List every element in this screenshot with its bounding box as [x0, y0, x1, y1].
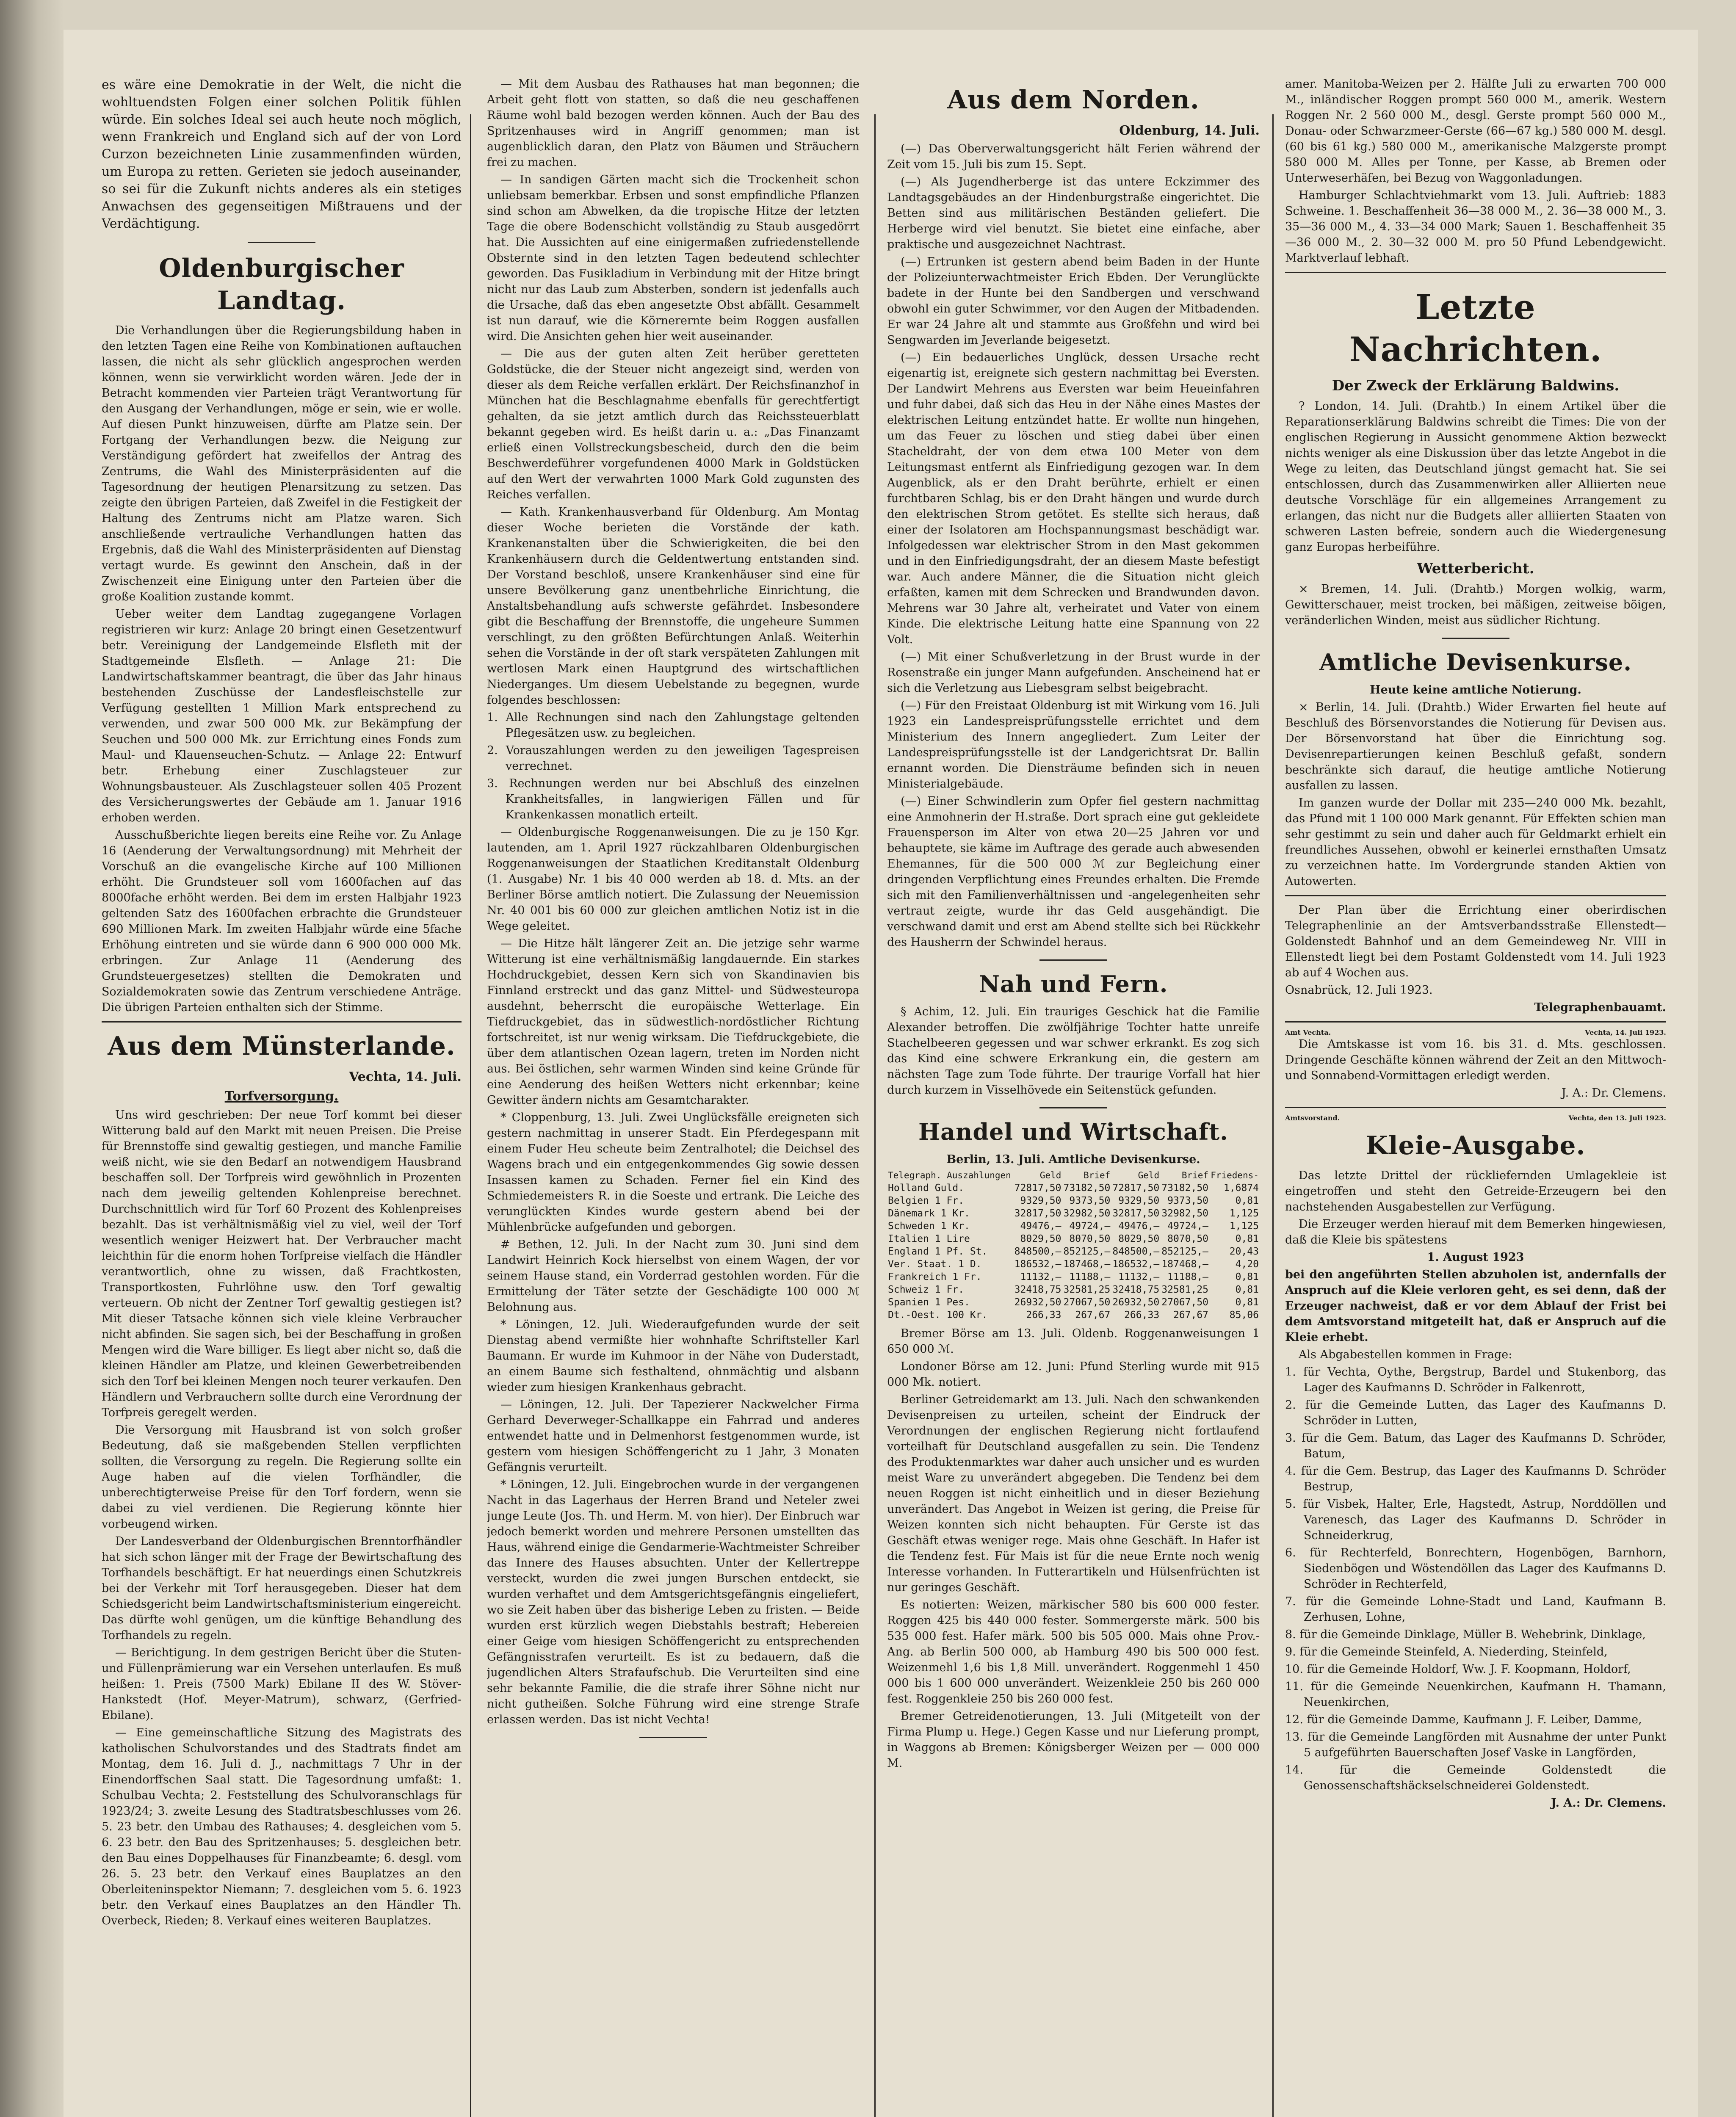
fx-table-cell: Schweden 1 Kr.	[888, 1221, 970, 1232]
fx-table-cell: 0,81	[1235, 1233, 1259, 1244]
fx-col-header: Friedens-	[1211, 1170, 1259, 1180]
fx-table-cell: 266,33	[1124, 1310, 1160, 1321]
divider	[102, 1021, 462, 1023]
fx-table-cell: 32418,75	[1112, 1284, 1160, 1295]
list-item: 6. für Rechterfeld, Bonrechtern, Hogenbögen, Barnhorn, Siedenbögen und Wöstendöllen das Lager des Kaufmanns D. Schröder in Rechterfeld,	[1285, 1546, 1666, 1591]
fx-table-cell: Schweiz 1 Fr.	[888, 1284, 965, 1295]
fx-table-cell: 27067,50	[1161, 1297, 1209, 1308]
notice-kleie-p2: Die Erzeuger werden hierauf mit dem Bemerken hingewiesen, daß die Kleie bis spätestens	[1285, 1218, 1666, 1246]
subheading-baldwin: Der Zweck der Erklärung Baldwins.	[1332, 377, 1620, 394]
fx-table-cell: 0,81	[1235, 1195, 1259, 1206]
article-schuss: (—) Mit einer Schußverletzung in der Brust wurde in der Rosenstraße ein junger Mann aufgefunden. Anscheinend hat er sich die Verletzung aus Liebesgram selbst beigebracht.	[887, 650, 1260, 695]
notice-signature: Telegraphenbauamt.	[1534, 1001, 1666, 1014]
dateline: Oldenburg, 14. Juli.	[1119, 123, 1260, 138]
newspaper-page	[64, 30, 1698, 2117]
list-item: 7. für die Gemeinde Lohne-Stadt und Land, Kaufmann B. Zerhusen, Lohne,	[1285, 1595, 1666, 1624]
fx-table-cell: 32581,25	[1161, 1284, 1209, 1295]
fx-table-cell: 8029,50	[1118, 1233, 1160, 1244]
fx-table-cell: 32817,50	[1112, 1208, 1160, 1219]
fx-table-cell: 11132,—	[1020, 1271, 1062, 1282]
fx-table-cell: 1,125	[1229, 1221, 1259, 1232]
subheading-torf: Torfversorgung.	[224, 1089, 339, 1104]
fx-col-header: Geld	[1138, 1170, 1160, 1180]
notice-place-date: Osnabrück, 12. Juli 1923.	[1285, 984, 1433, 997]
article-hitze: — Die Hitze hält längerer Zeit an. Die jetzige sehr warme Witterung ist eine verhältnismäßig langdauernde. Ein starkes Hochdruckgebiet, dessen Kern sich von Skandinavien bis Finnland erstreckt und das ganz Mittel- und Südwesteuropa ausdehnt, beherrscht die europäische Wetterlage. Ein Tiefdruckgebiet, das in südwestlich-nordöstlicher Richtung fortschreitet, ist nur wenig wirksam. Die Tiefdruckgebiete, die über dem atlantischen Ozean lagern, treten im Norden nicht aus. Bei östlichen, sehr warmen Winden sind keine Gründe für eine Aenderung des heißen Wetters nicht erkennbar; keine Gewitter ändern nichts am Gesamtcharakter.	[487, 937, 860, 1107]
article-londoner-boerse: Londoner Börse am 12. Juni: Pfund Sterling wurde mit 915 000 Mk. notiert.	[887, 1360, 1260, 1389]
fx-table-cell: Dänemark 1 Kr.	[888, 1208, 970, 1219]
article-schlachtvieh: Hamburger Schlachtviehmarkt vom 13. Juli. Auftrieb: 1883 Schweine. 1. Beschaffenheit 36—38 000 M., 2. 36—38 000 M., 3. 35—36 000 M., 4. 33—34 000 Mark; Sauen 1. Beschaffenheit 35—36 000 M., 2. 30—32 000 M. pro 50 Pfund Lebendgewicht. Marktverlauf lebhaft.	[1285, 189, 1666, 265]
fx-table-cell: 9373,50	[1167, 1195, 1209, 1206]
article-continuation: es wäre eine Demokratie in der Welt, die nicht die wohltuendsten Folgen einer solchen Politik fühlen würde. Ein solches Ideal sei auch heute noch möglich, wenn Frankreich und England sich auf der von Lord Curzon bezeichneten Linie zusammenfinden würden, um Europa zu retten. Gerieten sie jedoch auseinander, so sei für die Zukunft nichts anderes als ein stetiges Anwachsen des gegenseitigen Mißtrauens und der Verdächtigung.	[102, 77, 462, 231]
fx-table-cell: 0,81	[1235, 1297, 1259, 1308]
article-ertrunken: (—) Ertrunken ist gestern abend beim Baden in der Hunte der Polizeiunterwachtmeister Erich Ebden. Der Verunglückte badete in der Hunte bei den Sandbergen und verschwand obwohl ein guter Schwimmer, vor den Augen der Mitbadenden. Er war 24 Jahre alt und stammte aus Großfehn und wird bei Sengwarden im Jeverlande beigesetzt.	[887, 255, 1260, 347]
fx-table-cell: 848500,—	[1014, 1246, 1062, 1257]
fx-table-cell: 848500,—	[1112, 1246, 1160, 1257]
fx-col-header: Telegraph. Auszahlungen	[888, 1170, 1011, 1180]
fx-table-cell: 85,06	[1229, 1310, 1259, 1321]
fx-table-cell: 1,125	[1229, 1208, 1259, 1219]
article-freistaat: (—) Für den Freistaat Oldenburg ist mit Wirkung vom 16. Juli 1923 ein Landespreisprüfungsstelle errichtet und dem Ministerium des Innern angegliedert. Zum Leiter der Landespreisprüfungsstelle ist der Landgerichtsrat Dr. Ballin ernannt worden. Die Diensträume befinden sich in neuen Ministerialgebäude.	[887, 699, 1260, 790]
article-bethen: # Bethen, 12. Juli. In der Nacht zum 30. Juni sind dem Landwirt Heinrich Kock hierselbst von einem Wagen, der vor seinem Hause stand, ein Vorderrad gestohlen worden. Für die Ermittelung der Täter setzte der Geschädigte 100 000 ℳ Belohnung aus.	[487, 1238, 860, 1314]
fx-table-cell: 49476,—	[1118, 1221, 1160, 1232]
list-item: 1. für Vechta, Oythe, Bergstrup, Bardel und Stukenborg, das Lager des Kaufmanns D. Schröder in Falkenrott,	[1285, 1365, 1666, 1394]
subheading-wetter: Wetterbericht.	[1417, 560, 1534, 577]
fx-table-cell: 26932,50	[1014, 1297, 1062, 1308]
fx-table-cell: 4,20	[1235, 1259, 1259, 1270]
divider	[1285, 1021, 1666, 1023]
fx-table	[887, 1169, 1260, 1321]
fx-table-cell: Spanien 1 Pes.	[888, 1297, 970, 1308]
article-gaerten: — In sandigen Gärten macht sich die Trockenheit schon unliebsam bemerkbar. Erbsen und sonst empfindliche Pflanzen sind schon am Abwelken, da die tropische Hitze der letzten Tage die obere Bodenschicht vollständig zu Staub ausgedörrt hat. Die Aussichten auf eine einigermaßen zufriedenstellende Obsternte sind in den letzten Tagen bedeutend schlechter geworden. Das Fusikladium in Verbindung mit der Hitze bringt nicht nur das Laub zum Absterben, sondern ist jedenfalls auch die Ursache, daß das eben angesetzte Obst abfällt. Gesammelt ist nun darauf, wie die Körnerernte beim Roggen ausfallen wird. Die Ansichten gehen hier weit auseinander.	[487, 173, 860, 343]
divider	[1285, 1107, 1666, 1108]
fx-table-cell: 186532,—	[1014, 1259, 1062, 1270]
fx-table-cell: 11188,—	[1167, 1271, 1209, 1282]
heading-nah-fern: Nah und Fern.	[979, 970, 1168, 998]
fx-col-header: Geld	[1039, 1170, 1062, 1180]
divider	[1285, 895, 1666, 896]
fx-table-row	[887, 1182, 1260, 1194]
list-item: 5. für Visbek, Halter, Erle, Hagstedt, Astrup, Norddöllen und Varenesch, das Lager des Kaufmanns D. Schröder in Schneiderkrug,	[1285, 1498, 1666, 1542]
fx-table-cell: 32982,50	[1161, 1208, 1209, 1219]
article-achim: § Achim, 12. Juli. Ein trauriges Geschick hat die Familie Alexander betroffen. Die zwölfjährige Tochter hatte unreife Stachelbeeren gegessen und war schwer erkrankt. Es zog sich das Kind eine schwere Erkrankung ein, die gestern am nächsten Tage zum Tode führte. Der traurige Vorfall hat hier durch kurzem in Visselhövede ein Seitenstück gefunden.	[887, 1005, 1260, 1097]
fx-table-row	[887, 1245, 1260, 1258]
notice-authority: Amtsvorstand.	[1285, 1114, 1340, 1122]
heading-norden: Aus dem Norden.	[947, 85, 1200, 115]
article-landtag-p2: Ueber weiter dem Landtag zugegangene Vorlagen registrieren wir kurz: Anlage 20 bringt einen Gesetzentwurf betr. Vereinigung der Landgemeinde Elsfleth mit der Stadtgemeinde Elsfleth. — Anlage 21: Die Landwirtschaftskammer beantragt, die über das Jahr hinaus bestehenden Zuschüsse der Landesfleischstelle zur Verfügung gestellten 1 Million Mark entsprechend zu verwenden, und zwar 500 000 Mk. zur Bekämpfung der Seuchen und 500 000 Mk. zur Errichtung eines Fonds zum Maul- und Klauenseuchen-Schutz. — Anlage 22: Entwurf betr. Erhebung einer Zuschlagsteuer zur Wohnungsbausteuer. Als Zuschlagsteuer sollen 405 Prozent des Versicherungswertes der Gebäude am 1. Januar 1916 erhoben werden.	[102, 608, 462, 824]
fx-table-title: Berlin, 13. Juli. Amtliche Devisenkurse.	[946, 1153, 1200, 1166]
list-item: 8. für die Gemeinde Dinklage, Müller B. Wehebrink, Dinklage,	[1285, 1628, 1646, 1641]
fx-table-cell: 32817,50	[1014, 1208, 1062, 1219]
article-ovg: (—) Das Oberverwaltungsgericht hält Ferien während der Zeit vom 15. Juli bis zum 15. Sept.	[887, 142, 1260, 171]
fx-table-cell: 32581,25	[1063, 1284, 1111, 1295]
fx-table-cell: Italien 1 Lire	[888, 1233, 970, 1244]
article-torf-p3: Der Landesverband der Oldenburgischen Brenntorfhändler hat sich schon länger mit der Frage der Bewirtschaftung des Torfhandels beschäftigt. Er hat neuerdings einen Schutzkreis bei der Verkehr mit Torf herausgegeben. Dieser hat dem Schiedsgericht beim Landwirtschaftsministerium eingereicht. Das dürfte wohl genügen, um die künftige Behandlung des Torfhandels zu regeln.	[102, 1535, 462, 1642]
list-item: 1. Alle Rechnungen sind nach den Zahlungstage geltenden Pflegesätzen usw. zu begleichen.	[487, 711, 860, 740]
list-item: 4. für die Gem. Bestrup, das Lager des Kaufmanns D. Schröder Bestrup,	[1285, 1465, 1666, 1493]
divider	[1039, 959, 1107, 961]
fx-table-cell: 8070,50	[1167, 1233, 1209, 1244]
fx-table-cell: 0,81	[1235, 1271, 1259, 1282]
article-krankenhaus: — Kath. Krankenhausverband für Oldenburg. Am Montag dieser Woche berieten die Vorstände der kath. Krankenanstalten über die Schwierigkeiten, die bei den Krankenhäusern durch die Geldentwertung entstanden sind. Der Vorstand beschloß, unsere Krankenhäuser sind eine für unsere Bevölkerung ganz unentbehrliche Einrichtung, die Anstaltsbehandlung aufs schwerste gefährdet. Insbesondere gibt die Beschaffung der Brennstoffe, die ungeheure Summen verschlingt, zu den größten Befürchtungen Anlaß. Weiterhin sehen die Vorstände in der oft stark verspäteten Zahlungen mit wertlosen Mark einen Hauptgrund des wirtschaftlichen Niederganges. Um diesem Uebelstande zu begegnen, wurde folgendes beschlossen:	[487, 506, 860, 707]
article-bremer-getreide: Bremer Getreidenotierungen, 13. Juli (Mitgeteilt von der Firma Plump u. Hege.) Gegen Kasse und nur Lieferung prompt, in Waggons ab Bremen: Königsberger Weizen per — 000 000 M.	[887, 1710, 1260, 1770]
notice-kleie-p1: Das letzte Drittel der rückliefernden Umlagekleie ist eingetroffen und steht den Getreide-Erzeugern bei den nachstehenden Ausgabestellen zur Verfügung.	[1285, 1169, 1666, 1213]
fx-table-cell: 0,81	[1235, 1284, 1259, 1295]
fx-table-row	[887, 1271, 1260, 1283]
article-sitzung: — Eine gemeinschaftliche Sitzung des Magistrats des katholischen Schulvorstandes und des Stadtrats findet am Montag, dem 16. Juli d. J., nachmittags 7 Uhr in der Einendorffschen Saal statt. Die Tagesordnung umfaßt: 1. Schulbau Vechta; 2. Feststellung des Schulvoranschlags für 1923/24; 3. zweite Lesung des Stadtratsbeschlusses vom 26. 5. 23 betr. den Umbau des Rathauses; 4. desgleichen vom 5. 6. 23 betr. den Bau des Spritzenhauses; 5. desgleichen betr. den Bau eines Doppelhauses für Finanzbeamte; 6. desgl. vom 26. 5. 23 betr. den Verkauf eines Bauplatzes an den Oberleiteninspektor Niemann; 7. desgleichen vom 5. 6. 1923 betr. den Verkauf eines Bauplatzes an den Händler Th. Overbeck, Rieden; 8. Verkauf eines weiteren Bauplatzes.	[102, 1726, 462, 1927]
fx-table-cell: 27067,50	[1063, 1297, 1111, 1308]
list-item: 9. für die Gemeinde Steinfeld, A. Niederding, Steinfeld,	[1285, 1645, 1608, 1658]
heading-handel: Handel und Wirtschaft.	[918, 1118, 1228, 1145]
fx-table-cell: Holland Guld.	[888, 1183, 965, 1194]
article-rathaus: — Mit dem Ausbau des Rathauses hat man begonnen; die Arbeit geht flott von statten, so daß die neu geschaffenen Räume wohl bald bezogen werden können. Auch der Bau des Spritzenhauses wird in Angriff genommen; man ist augenblicklich daran, den Platz von Bäumen und Sträuchern frei zu machen.	[487, 77, 860, 169]
fx-table-cell: 187468,—	[1161, 1259, 1209, 1270]
article-devisen-2: Im ganzen wurde der Dollar mit 235—240 000 Mk. bezahlt, das Pfund mit 1 100 000 Mark genannt. Für Effekten schien man sehr gestimmt zu sein und daher auch für Geldmarkt erhielt ein freundliches Aussehen, obwohl er keinerlei ernsthaften Umsatz zu verzeichnen hatte. Im Vordergrunde standen Aktien von Autowerten.	[1285, 796, 1666, 888]
column-1	[102, 76, 462, 2117]
article-loeningen-3: * Löningen, 12. Juli. Eingebrochen wurde in der vergangenen Nacht in das Lagerhaus der Herren Brand und Neteler zwei junge Leute (Jos. Th. und Herm. M. von hier). Der Einbruch war jedoch bemerkt worden und mehrere Personen umstellten das Haus, während einige die Gendarmerie-Wachtmeister Schreiber das Innere des Hauses absuchten. Unter der Kellertreppe versteckt, wurden die zwei jungen Burschen entdeckt, sie wurden verhaftet und dem Amtsgerichtsgefängnis eingeliefert, wo sie Zeit haben über das bisherige Leben zu fristen. — Beide wurden erst kürzlich wegen Diebstahls bestraft; Hebereien einer Geige vom hiesigen Schöffengericht zu entsprechenden Gefängnisstrafen verurteilt. Es ist zu bedauern, daß die jugendlichen Alters Strafaufschub. Die Verurteilten sind eine sehr bekannte Familie, die die strafe ihrer Söhne nicht nur nicht gutheißen. Solche Führung wird eine strenge Strafe erlassen werden. Das ist nicht Vechta!	[487, 1478, 860, 1726]
article-cloppenburg: * Cloppenburg, 13. Juli. Zwei Unglücksfälle ereigneten sich gestern nachmittag in unserer Stadt. Ein Pferdegespann mit einem Fuder Heu scheute beim Zentralhotel; die Deichsel des Wagens brach und ein entgegenkommendes Gig sowie dessen Insassen kamen zu Schaden. Ferner fiel ein Kind des Schmiedemeisters R. in die Soeste und ertrank. Die Leiche des verunglückten Kindes wurde gestern abend bei der Mühlenbrücke aufgefunden und geborgen.	[487, 1111, 860, 1234]
fx-table-cell: 267,67	[1075, 1310, 1111, 1321]
list-item: 14. für die Gemeinde Goldenstedt die Genossenschaftshäckselschneiderei Goldenstedt.	[1285, 1763, 1666, 1792]
notice-amtskasse: Die Amtskasse ist vom 16. bis 31. d. Mts. geschlossen. Dringende Geschäfte können während der Zeit an den Mittwoch- und Sonnabend-Vormittagen erledigt werden.	[1285, 1038, 1666, 1082]
divider	[1285, 272, 1666, 273]
fx-table-row	[887, 1309, 1260, 1321]
fx-table-cell: 49476,—	[1020, 1221, 1062, 1232]
article-notierungen: Es notierten: Weizen, märkischer 580 bis 600 000 fester. Roggen 425 bis 440 000 fester. Sommergerste märk. 500 bis 535 000 fest. Hafer märk. 500 bis 505 000. Mais ohne Prov.-Ang. ab Berlin 500 000, ab Hamburg 490 bis 500 000 fest. Weizenmehl 1,6 bis 1,8 Mill. unverändert. Roggenmehl 1 450 000 bis 1 600 000 unverändert. Weizenkleie 250 bis 260 000 fest. Roggenkleie 250 bis 260 000 fest.	[887, 1598, 1260, 1705]
list-item: 2. für die Gemeinde Lutten, das Lager des Kaufmanns D. Schröder in Lutten,	[1285, 1398, 1666, 1427]
kleie-list	[1285, 1364, 1666, 1794]
heading-letzte-nachrichten: Letzte Nachrichten.	[1349, 287, 1602, 369]
article-torf-p2: Die Versorgung mit Hausbrand ist von solch großer Bedeutung, daß sie maßgebenden Stellen verpflichten sollten, die Versorgung zu regeln. Die Regierung sollte ein Auge haben auf die vielen Torfhändler, die unberechtigterweise Preise für den Torf fordern, wenn sie dabei zu viel verdienen. Die Regierung könnte hier vorbeugend wirken.	[102, 1423, 462, 1531]
fx-table-cell: 32982,50	[1063, 1208, 1111, 1219]
article-berichtigung: — Berichtigung. In dem gestrigen Bericht über die Stuten- und Füllenprämierung war ein Versehen unterlaufen. Es muß heißen: 1. Preis (7500 Mark) Ebilane II des W. Stöver-Hankstedt (Hof. Meyer-Matrum), schwarz, (Gerfried-Ebilane).	[102, 1646, 462, 1722]
heading-devisenkurse: Amtliche Devisenkurse.	[1319, 649, 1632, 676]
subheading-devisen: Heute keine amtliche Notierung.	[1370, 683, 1581, 696]
notice-signature: J. A.: Dr. Clemens.	[1551, 1796, 1666, 1810]
fx-table-row	[887, 1220, 1260, 1233]
notice-authority: Amt Vechta.	[1285, 1028, 1331, 1036]
article-bremer-boerse: Bremer Börse am 13. Juli. Oldenb. Roggenanweisungen 1 650 000 ℳ.	[887, 1327, 1260, 1356]
article-getreide-continuation: amer. Manitoba-Weizen per 2. Hälfte Juli zu erwarten 700 000 M., inländischer Roggen prompt 560 000 M., amerik. Western Roggen Nr. 2 560 000 M., desgl. Gerste prompt 560 000 M., Donau- oder Schwarzmeer-Gerste (66—67 kg.) 580 000 M. desgl. (60 bis 61 kg.) 580 000 M., amerikanische Malzgerste prompt 580 000 M. Alles per Tonne, per Kasse, ab Bremen oder Unterweserhäfen, bei Bezug von Waggonladungen.	[1285, 77, 1666, 185]
fx-table-cell: Ver. Staat. 1 D.	[888, 1259, 982, 1270]
divider	[639, 1737, 707, 1738]
column-rule	[1272, 114, 1274, 2117]
fx-table-cell: 187468,—	[1063, 1259, 1111, 1270]
fx-table-body	[887, 1182, 1260, 1321]
article-schwindlerin: (—) Einer Schwindlerin zum Opfer fiel gestern nachmittag eine Anmohnerin der H.straße. Dort sprach eine gut gekleidete Frauensperson im Alter von etwa 20—25 Jahren vor und behauptete, sie käme im Auftrage des gerade auch abwesenden Ehemannes, für die 500 000 ℳ zur Begleichung einer dringenden Verpflichtung eines Freundes erhalten. Die Fremde sich mit den Familienverhältnissen und -angelegenheiten sehr vertraut zeigte, wurde ihr das Geld ausgehändigt. Die verschwand damit und erst am Abend stellte sich bei Rückkehr des Hausherrn der Schwindel heraus.	[887, 795, 1260, 949]
fx-table-cell: 9373,50	[1069, 1195, 1111, 1206]
fx-table-header	[887, 1169, 1260, 1182]
fx-table-cell: 20,43	[1229, 1246, 1259, 1257]
heading-muensterlande: Aus dem Münsterlande.	[108, 1031, 456, 1061]
notice-signature: J. A.: Dr. Clemens.	[1561, 1086, 1666, 1100]
column-rule	[470, 114, 471, 2117]
list-item: 2. Vorauszahlungen werden zu den jeweiligen Tagespreisen verrechnet.	[487, 744, 860, 773]
list-item: 12. für die Gemeinde Damme, Kaufmann J. F. Leiber, Damme,	[1285, 1713, 1642, 1726]
article-loeningen-1: * Löningen, 12. Juli. Wiederaufgefunden wurde der seit Dienstag abend vermißte hier wohnhafte Schriftsteller Karl Baumann. Er wurde im Kuhmoor in der Nähe von Duderstadt, an einem Baume sich festhaltend, ohnmächtig und alsbann wieder zum hiesigen Krankenhaus gebracht.	[487, 1318, 860, 1394]
fx-table-cell: 267,67	[1173, 1310, 1209, 1321]
article-unglueck: (—) Ein bedauerliches Unglück, dessen Ursache recht eigenartig ist, ereignete sich gestern nachmittag bei Eversten. Der Landwirt Mehrens aus Eversten war beim Heueinfahren und fuhr dabei, daß sich das Heu in der Nähe eines Mastes der elektrischen Leitung entzündet hatte. Er wollte nun hingehen, um das Feuer zu löschen und stieg dabei über einen Stacheldraht, der von dem etwa 100 Meter von dem Leitungsmast entfernt als Einfriedigung gezogen war. In dem Augenblick, als er den Draht berührte, erhielt er einen furchtbaren Schlag, bis er den Draht hängen und wurde durch den elektrischen Strom getötet. Es stellte sich heraus, daß einer der Isolatoren am Hochspannungsmast beschädigt war. Infolgedessen war elektrischer Strom in den Mast gekommen und in den Einfriedigungsdraht, der an diesem Maste befestigt war. Auch andere Männer, die die Situation nicht gleich erfaßten, kamen mit dem Schrecken und Brandwunden davon. Mehrens war 30 Jahre alt, verheiratet und Vater von einem Kinde. Die elektrische Leitung hatte eine Spannung von 22 Volt.	[887, 351, 1260, 646]
fx-table-cell: 8029,50	[1020, 1233, 1062, 1244]
fx-table-cell: 9329,50	[1118, 1195, 1160, 1206]
list-item: 13. für die Gemeinde Langförden mit Ausnahme der unter Punkt 5 aufgeführten Bauerschaften Josef Vaske in Langförden,	[1285, 1730, 1666, 1759]
fx-table-row	[887, 1258, 1260, 1271]
article-loeningen-2: — Löningen, 12. Juli. Der Tapezierer Nackwelcher Firma Gerhard Deverweger-Schallkappe ein Fahrrad und anderes entwendet hatte und in Delmenhorst festgenommen wurde, ist gestern vom hiesigen Schöffengericht zu 1 Jahr, 3 Monaten Gefängnis verurteilt.	[487, 1398, 860, 1474]
heading-kleie-ausgabe: Kleie-Ausgabe.	[1366, 1131, 1586, 1161]
fx-table-cell: 852125,—	[1063, 1246, 1111, 1257]
fx-table-cell: Belgien 1 Fr.	[888, 1195, 965, 1206]
fx-table-cell: 1,6874	[1223, 1183, 1259, 1194]
fx-table-row	[887, 1194, 1260, 1207]
notice-kleie-p3: bei den angeführten Stellen abzuholen ist, andernfalls der Anspruch auf die Kleie verloren geht, es sei denn, daß der Erzeuger nachweist, daß er vor dem Ablauf der Frist bei dem Amtsvorstand mitgeteilt hat, daß er Anspruch auf die Kleie erhebt.	[1285, 1268, 1666, 1344]
fx-table-row	[887, 1233, 1260, 1245]
fx-table-cell: 73182,50	[1161, 1183, 1209, 1194]
article-torf-p1: Uns wird geschrieben: Der neue Torf kommt bei dieser Witterung bald auf den Markt mit neuen Preisen. Die Preise für Brennstoffe sind gewaltig gestiegen, und manche Familie weiß nicht, wie sie den Bedarf an notwendigem Hausbrand beschaffen soll. Der Torfpreis wird gewöhnlich in Prozenten nach dem jeweilig geltenden Kohlenpreise berechnet. Durchschnittlich wird für Torf 60 Prozent des Kohlenpreises bezahlt. Das ist verhältnismäßig viel zu viel, weil der Torf wesentlich weniger Heizwert hat. Der Verbraucher macht leichthin für die enorm hohen Torfpreise vielfach die Händler verantwortlich, ohne zu wissen, daß Frachtkosten, Transportkosten, Fuhrlöhne usw. den Torf gewaltig verteuern. Ob nicht der Zentner Torf gewaltig gestiegen ist? Mit dieser Tatsache können sich viele kleine Verbraucher nicht abfinden. Sie sagen sich, bei der Beschaffung in großen Mengen wird die Ware billiger. Es liegt aber nicht so, daß die kleinen Händler am Platze, und kleinen Gewerbetreibenden sich den Torf bei kleinen Mengen noch teurer verkaufen. Den Händlern und Verbrauchern sollte durch eine Verordnung der Torfpreis geregelt werden.	[102, 1108, 462, 1419]
fx-table-cell: 266,33	[1026, 1310, 1062, 1321]
list-item: 3. Rechnungen werden nur bei Abschluß des einzelnen Krankheitsfalles, in langwierigen Fällen und für Krankenkassen monatlich erteilt.	[487, 777, 860, 821]
article-goldstuecke: — Die aus der guten alten Zeit herüber geretteten Goldstücke, die der Steuer nicht angezeigt sind, werden von dieser als dem Reiche verfallen erklärt. Der Reichsfinanzhof in München hat die Beschlagnahme ebenfalls für gerechtfertigt gehalten, da sie jetzt amtlich durch das Reichssteuerblatt bekannt gegeben wird. Es heißt darin u. a.: „Das Finanzamt erließ einen Vollstreckungsbescheid, durch den die beim Beschwerdeführer vorgefundenen 4000 Mark in Goldstücken auf den Wert der verwahrten 1000 Mark Gold zugunsten des Reiches verfallen.	[487, 347, 860, 501]
fx-table-cell: 72817,50	[1014, 1183, 1062, 1194]
list-item: 3. für die Gem. Batum, das Lager des Kaufmanns D. Schröder, Batum,	[1285, 1432, 1666, 1460]
binding-gutter	[0, 0, 64, 2117]
fx-table-cell: 11188,—	[1069, 1271, 1111, 1282]
article-devisen: × Berlin, 14. Juli. (Drahtb.) Wider Erwarten fiel heute auf Beschluß des Börsenvorstandes die Notierung für Devisen aus. Der Börsenvorstand hat über die Einrichtung sog. Devisenrepartierungen keinen Beschluß gefaßt, sondern beschränkte sich darauf, die heutige amtliche Notierung ausfallen zu lassen.	[1285, 701, 1666, 792]
fx-table-cell: 852125,—	[1161, 1246, 1209, 1257]
fx-table-cell: 186532,—	[1112, 1259, 1160, 1270]
dateline: Vechta, 14. Juli.	[349, 1070, 462, 1084]
fx-table-row	[887, 1207, 1260, 1220]
column-2	[487, 76, 860, 2117]
article-landtag-p3: Ausschußberichte liegen bereits eine Reihe vor. Zu Anlage 16 (Aenderung der Verwaltungsordnung) mit Mehrheit der Vorschuß an die evangelische Kirche auf 100 Millionen erhöht. Die Grundsteuer soll vom 1600fachen auf das 8000fache erhöht werden. Bei dem im ersten Halbjahr 1923 geltenden Satz des 1600fachen erbrachte die Grundsteuer 690 Millionen Mark. Im zweiten Halbjahr würde eine 5fache Erhöhung eintreten und sie würde dann 6 900 000 000 Mk. erbringen. Zur Anlage 11 (Aenderung des Grundsteuergesetzes) stellten die Demokraten und Sozialdemokraten sowie das Zentrum verschiedene Anträge. Die übrigen Parteien enthalten sich der Stimme.	[102, 829, 462, 1014]
fx-table-cell: 32418,75	[1014, 1284, 1062, 1295]
fx-table-cell: 9329,50	[1020, 1195, 1062, 1206]
article-jugendherberge: (—) Als Jugendherberge ist das untere Eckzimmer des Landtagsgebäudes an der Hindenburgstraße eingerichtet. Die Betten sind aus militärischen Beständen geliefert. Die Herberge wird viel benutzt. Sie bietet eine einfache, aber praktische und ausgezeichnet Nachtrast.	[887, 175, 1260, 251]
fx-table-cell: England 1 Pf. St.	[888, 1246, 988, 1257]
notice-date: Vechta, 14. Juli 1923.	[1585, 1028, 1666, 1036]
fx-table-cell: 72817,50	[1112, 1183, 1160, 1194]
article-wetter: × Bremen, 14. Juli. (Drahtb.) Morgen wolkig, warm, Gewitterschauer, meist trocken, bei mäßigen, zeitweise böigen, veränderlichen Winden, meist aus südlicher Richtung.	[1285, 583, 1666, 627]
fx-table-row	[887, 1283, 1260, 1296]
column-3	[887, 76, 1260, 2117]
article-getreidemarkt: Berliner Getreidemarkt am 13. Juli. Nach den schwankenden Devisenpreisen zu urteilen, scheint der Eindruck der Verordnungen der englischen Regierung nicht fortlaufend vorteilhaft für Deutschland ausgefallen zu sein. Die Tendenz des Produktenmarktes war daher auch unsicher und es wurden meist Ware zu unverändert abgegeben. Die Tendenz bei dem neuen Roggen ist nicht einheitlich und in dieser Beziehung unverändert. Das Angebot in Weizen ist gering, die Preise für Weizen konnten sich nicht behaupten. Für Gerste ist das Geschäft etwas weniger rege. Mais ohne Geschäft. In Hafer ist die Tendenz fest. Für Mais ist für die neue Ernte noch wenig Interesse vorhanden. In Futterartikeln und Hülsenfrüchten ist nur geringes Geschäft.	[887, 1393, 1260, 1594]
notice-kleie-deadline: 1. August 1923	[1427, 1251, 1524, 1264]
fx-table-cell: 73182,50	[1063, 1183, 1111, 1194]
fx-table-cell: 8070,50	[1069, 1233, 1111, 1244]
article-roggen: — Oldenburgische Roggenanweisungen. Die zu je 150 Kgr. lautenden, am 1. April 1927 rückzahlbaren Oldenburgischen Roggenanweisungen der Staatlichen Kreditanstalt Oldenburg (1. Ausgabe) Nr. 1 bis 40 000 werden ab 18. d. Mts. an der Berliner Börse amtlich notiert. Die Zulassung der Neuemission Nr. 40 001 bis 60 000 zur gleichen amtlichen Notiz ist in die Wege geleitet.	[487, 826, 860, 933]
article-landtag-p1: Die Verhandlungen über die Regierungsbildung haben in den letzten Tagen eine Reihe von Kombinationen auftauchen lassen, die nicht als sehr glücklich angesprochen werden können, wenn sie verwirklicht worden wären. Jede der in Betracht kommenden vier Parteien trägt Verantwortung für den Ausgang der Verhandlungen, möge er sein, wie er wolle. Auf diesen Punkt hinzuweisen, dürfte am Platze sein. Der Fortgang der Verhandlungen bezw. die Neigung zur Verständigung gefördert hat zweifellos der Antrag des Zentrums, die Wahl des Ministerpräsidenten auf die Tagesordnung der heutigen Plenarsitzung zu setzen. Das zeigte den übrigen Parteien, daß Zweifel in die Festigkeit der Haltung des Zentrums nicht am Platze waren. Sich anschließende vertrauliche Verhandlungen hatten das Ergebnis, daß die Wahl des Ministerpräsidenten auf Dienstag vertagt wurde. Es gewinnt den Anschein, daß in der Zwischenzeit eine Einigung unter den Parteien über die große Koalition zustande kommt.	[102, 324, 462, 603]
fx-table-cell: 49724,—	[1167, 1221, 1209, 1232]
fx-col-header: Brief	[1181, 1170, 1209, 1180]
list-item: 11. für die Gemeinde Neuenkirchen, Kaufmann H. Thamann, Neuenkirchen,	[1285, 1680, 1666, 1709]
notice-kleie-p4: Als Abgabestellen kommen in Frage:	[1299, 1348, 1512, 1361]
fx-table-cell: Dt.-Oest. 100 Kr.	[888, 1310, 988, 1321]
fx-table-cell: 26932,50	[1112, 1297, 1160, 1308]
fx-table-cell: 49724,—	[1069, 1221, 1111, 1232]
column-4	[1285, 76, 1666, 2117]
column-rule	[874, 114, 876, 2117]
fx-table-row	[887, 1296, 1260, 1309]
article-baldwin: ? London, 14. Juli. (Drahtb.) In einem Artikel über die Reparationserklärung Baldwins schreibt die Times: Die von der englischen Regierung in Aussicht genommene Aktion bezweckt nichts weniger als eine Diskussion über das letzte Angebot in die Wege zu leiten, das Deutschland jüngst gemacht hat. Sie sei entschlossen, durch das Zusammenwirken aller Alliierten neue deutsche Vorschläge für ein allgemeines Arrangement zu erlangen, das nicht nur die Budgets aller alliierten Staaten von schweren Lasten befreie, sondern auch die Wiedergenesung ganz Europas herbeiführe.	[1285, 400, 1666, 554]
fx-table-cell: Frankreich 1 Fr.	[888, 1271, 982, 1282]
divider	[1442, 638, 1509, 639]
list-item: 10. für die Gemeinde Holdorf, Ww. J. F. Koopmann, Holdorf,	[1285, 1663, 1631, 1676]
heading-landtag: Oldenburgischer Landtag.	[159, 254, 404, 315]
divider	[248, 242, 315, 243]
divider	[1039, 1107, 1107, 1108]
fx-col-header: Brief	[1084, 1170, 1111, 1180]
notice-date: Vechta, den 13. Juli 1923.	[1568, 1114, 1666, 1122]
fx-table-cell: 11132,—	[1118, 1271, 1160, 1282]
notice-telegraphenlinie: Der Plan über die Errichtung einer oberirdischen Telegraphenlinie an der Amtsverbandsstraße Ellenstedt—Goldenstedt Bahnhof und an dem Gemeindeweg Nr. VIII in Ellenstedt liegt bei dem Postamt Goldenstedt vom 14. Juli 1923 ab auf 4 Wochen aus.	[1285, 904, 1666, 979]
